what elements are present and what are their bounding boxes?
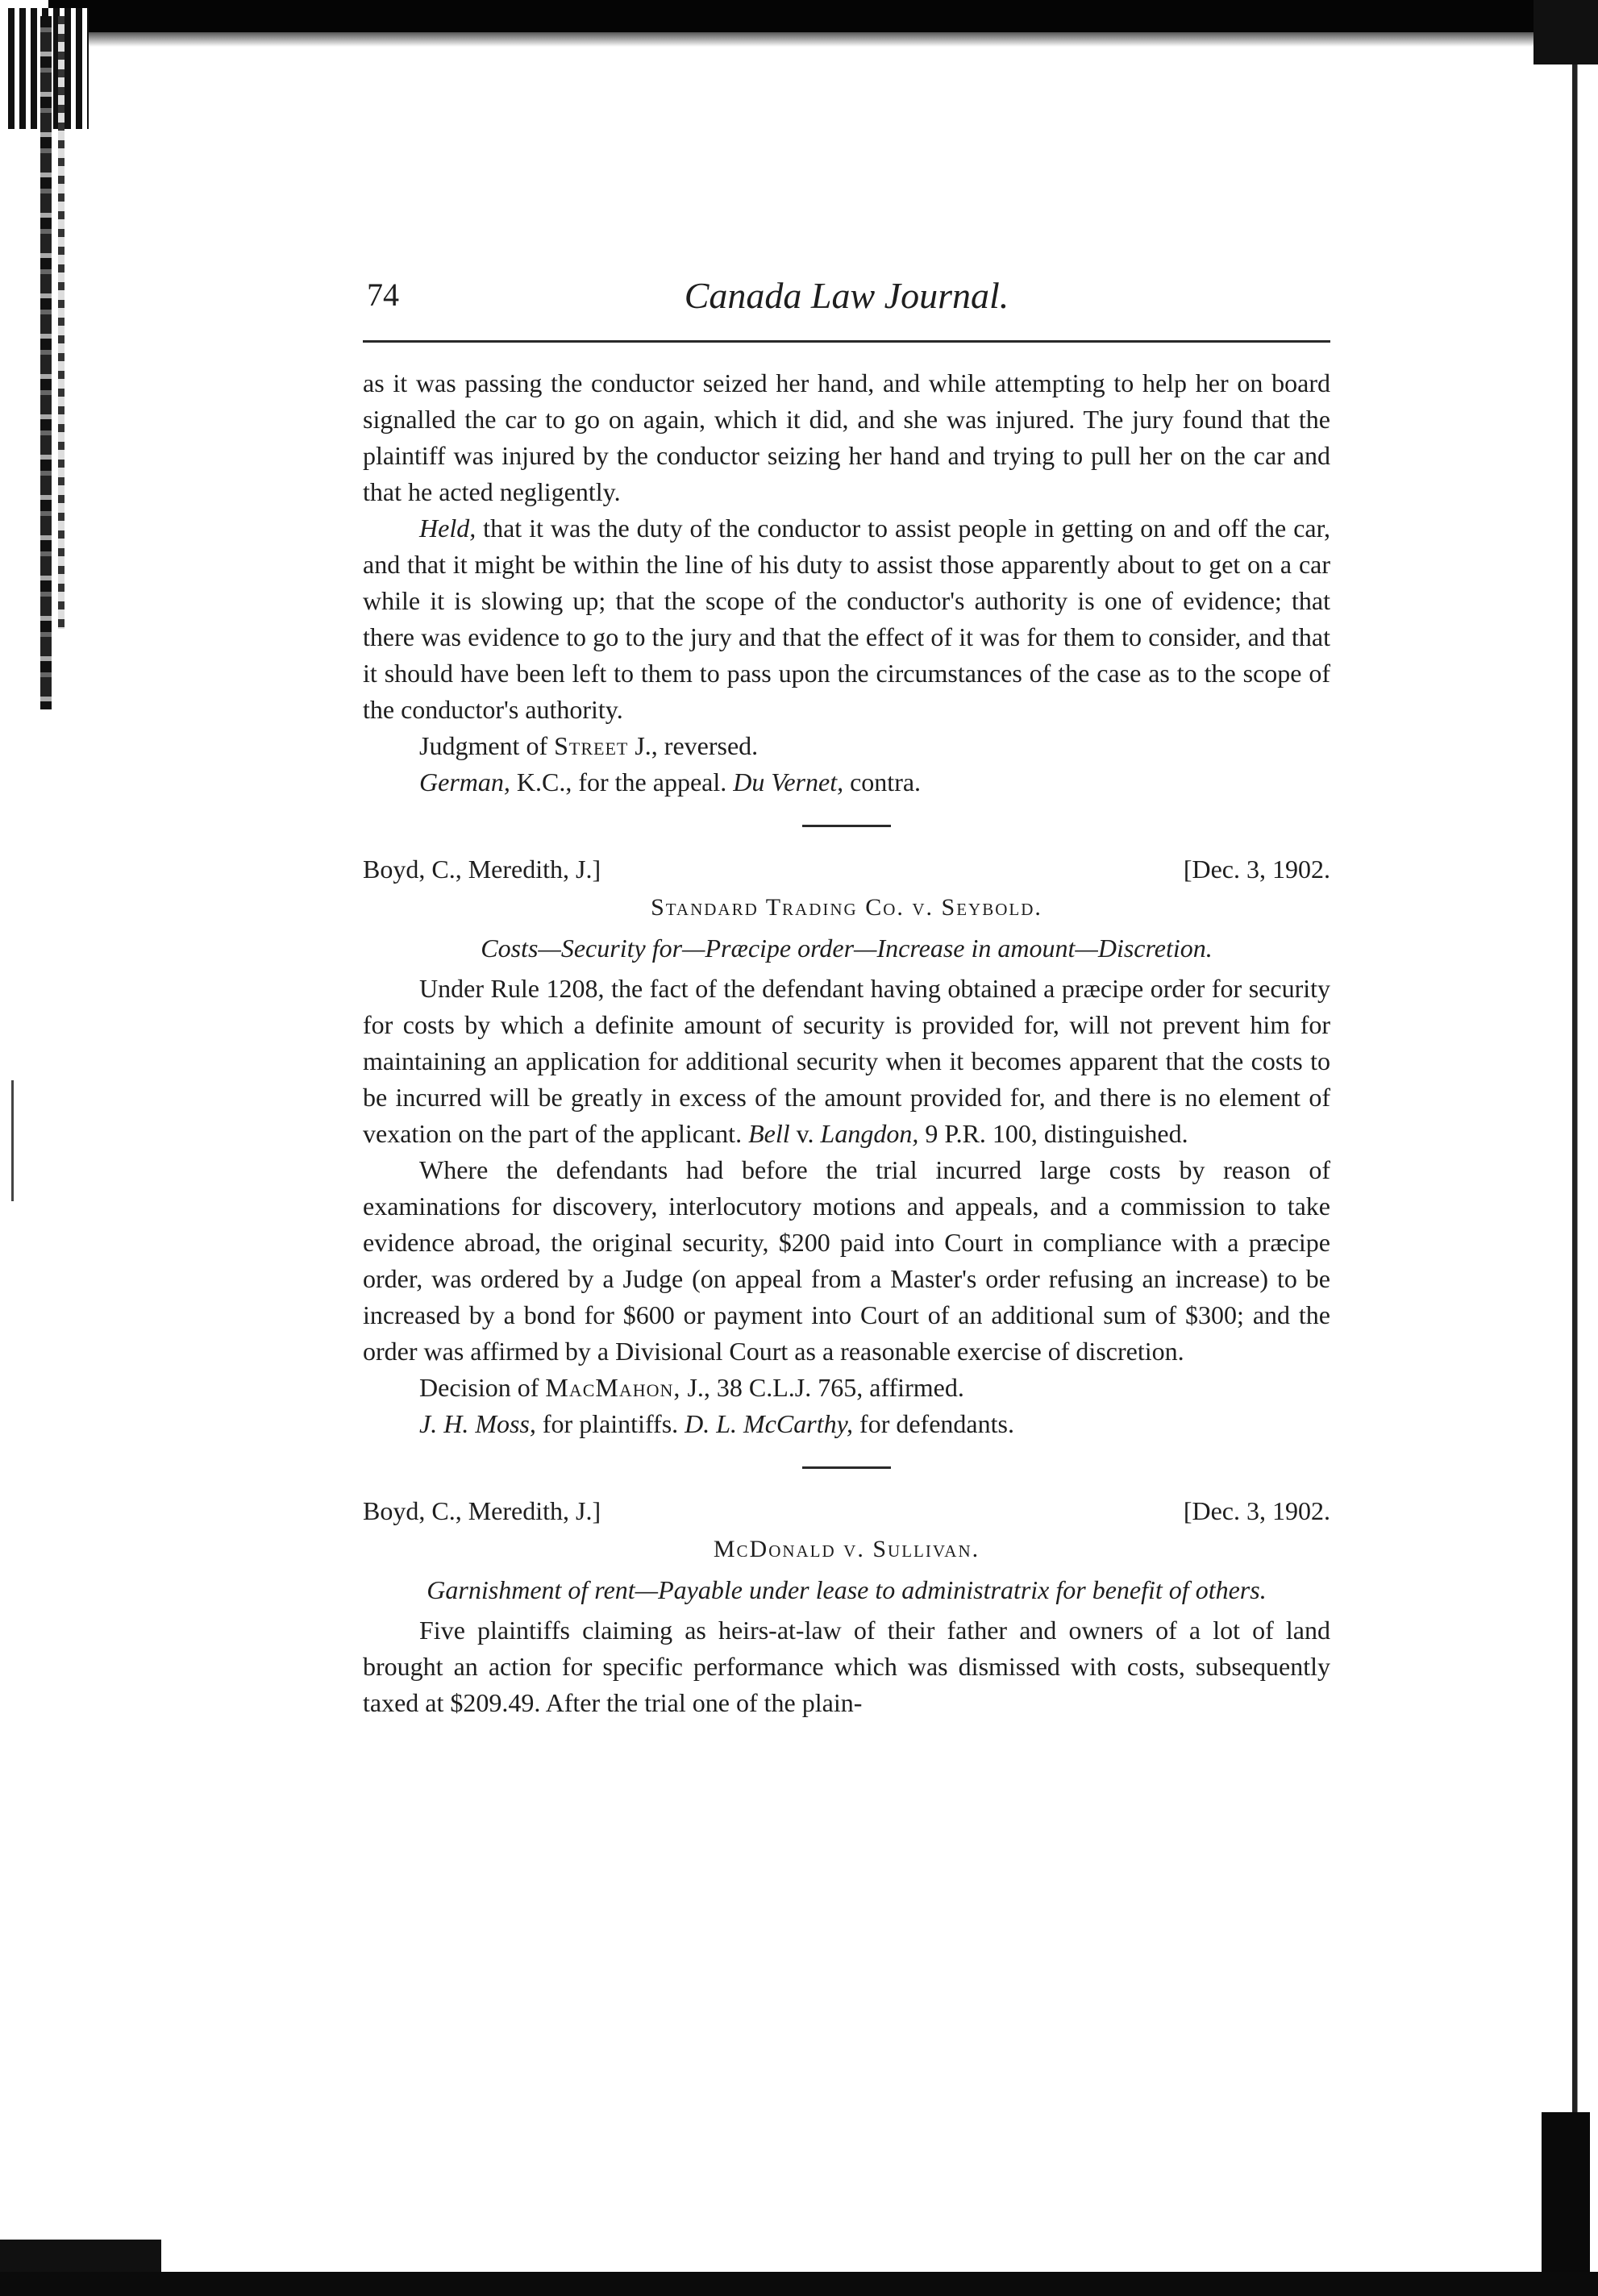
case2-headnote: Costs—Security for—Præcipe order—Increase in amount—Discretion. [481, 934, 1213, 963]
scan-edge-top-shadow [0, 32, 1598, 47]
case1-held-paragraph [363, 510, 1330, 728]
case2-p1-tail: 9 P.R. 100, distinguished. [918, 1119, 1188, 1148]
journal-page [363, 266, 1330, 1721]
scan-margin-mark [11, 1080, 14, 1201]
case1-judgment-line [363, 728, 1330, 764]
case3-header [363, 1491, 1330, 1530]
counsel2-role: contra. [843, 767, 922, 797]
case2-counsel1-role: for plaintiffs. [535, 1409, 685, 1438]
case2-counsel1-name: J. H. Moss, [419, 1409, 536, 1438]
journal-title: Canada Law Journal. [684, 275, 1009, 316]
case2-counsel2-name: D. L. McCarthy, [685, 1409, 854, 1438]
scan-binding-streak-faint [58, 16, 65, 629]
section-divider [802, 825, 891, 827]
case2-paragraph-1 [363, 971, 1330, 1152]
scan-bottom-corner [0, 2225, 161, 2273]
case2-header [363, 850, 1330, 888]
case2-decision-line [363, 1370, 1330, 1406]
case1-counsel-line [363, 764, 1330, 801]
page-number: 74 [367, 277, 399, 313]
held-text: that it was the duty of the conductor to assist people in getting on and off the car, and that it might be within the line of his duty to assist those apparently about to get on a car while it is slowing up; that the scope of the conductor's authority is one of evidence; that there was evidence to go to the jury and that the effect of it was for them to consider, and that it should have been left to them to pass upon the circumstances of the case as to the scope of the conductor's authority. [363, 514, 1330, 724]
case2-counsel2-role: for defendants. [853, 1409, 1014, 1438]
section-divider-2 [802, 1466, 891, 1469]
held-label: Held, [419, 514, 476, 543]
case2-p1-text: Under Rule 1208, the fact of the defendant having obtained a præcipe order for security for costs by which a definite amount of security is provided for, will not prevent him for maintaining an application for additional security when it becomes apparent that the costs to be incurred will be greatly in excess of the amount provided for, and there is no element of vexation on the part of the applicant. [363, 974, 1330, 1148]
counsel2-name: Du Vernet, [733, 767, 844, 797]
scan-binding-streak [40, 16, 52, 709]
counsel1-name: German, [419, 767, 510, 797]
case-continuation [363, 365, 1330, 801]
scan-edge-blot [1542, 2112, 1590, 2296]
case3-paragraph-1: Five plaintiffs claiming as heirs-at-law of their father and owners of a lot of land brought an action for specific performance which was dismissed with costs, subsequently taxed at $209.49. After the trial one of the plain- [363, 1616, 1330, 1717]
cited-case-v: v. [789, 1119, 821, 1148]
case2-title: Standard Trading Co. v. Seybold. [651, 894, 1042, 921]
case2-date: [Dec. 3, 1902. [1183, 855, 1330, 884]
judgment-suffix: J., reversed. [628, 731, 759, 760]
scan-edge-left [0, 0, 48, 2296]
case3-date: [Dec. 3, 1902. [1183, 1496, 1330, 1525]
counsel1-role: K.C., for the appeal. [510, 767, 734, 797]
cited-case-b: Langdon, [820, 1119, 919, 1148]
case3-court: Boyd, C., Meredith, J.] [363, 1496, 601, 1525]
scan-edge-right [1533, 0, 1598, 2296]
case1-paragraph: as it was passing the conductor seized her hand, and while attempting to help her on board signalled the car to go on again, which it did, and she was injured. The jury found that the plaintiff was injured by the conductor seizing her hand and trying to pull her on the car and that he acted negligently. [363, 368, 1330, 506]
scan-corner-shadow [1533, 0, 1598, 64]
case2-section [363, 850, 1330, 1442]
decision-suffix: J., 38 C.L.J. 765, affirmed. [680, 1373, 964, 1402]
case2-court: Boyd, C., Meredith, J.] [363, 855, 601, 884]
case2-counsel-line [363, 1406, 1330, 1442]
scan-edge-bottom [0, 2272, 1598, 2296]
case2-paragraph-2: Where the defendants had before the trial incurred large costs by reason of examinations for discovery, interlocutory motions and appeals, and a commission to take evidence abroad, the original security, $200 paid into Court in compliance with a præcipe order, was ordered by a Judge (on appeal from a Master's order refusing an increase) to be increased by a bond for $600 or payment into Court of an additional sum of $300; and the order was affirmed by a Divisional Court as a reasonable exercise of discretion. [363, 1155, 1330, 1366]
case3-title: McDonald v. Sullivan. [713, 1536, 980, 1562]
judgment-judge: Street [554, 731, 629, 760]
judgment-prefix: Judgment of [419, 731, 555, 760]
cited-case-a: Bell [748, 1119, 790, 1148]
case3-section [363, 1491, 1330, 1721]
case3-headnote: Garnishment of rent—Payable under lease to administratrix for benefit of others. [427, 1575, 1267, 1604]
scan-edge-top [0, 0, 1598, 32]
decision-judge: MacMahon, [545, 1373, 681, 1402]
page-header [363, 266, 1330, 343]
decision-prefix: Decision of [419, 1373, 546, 1402]
